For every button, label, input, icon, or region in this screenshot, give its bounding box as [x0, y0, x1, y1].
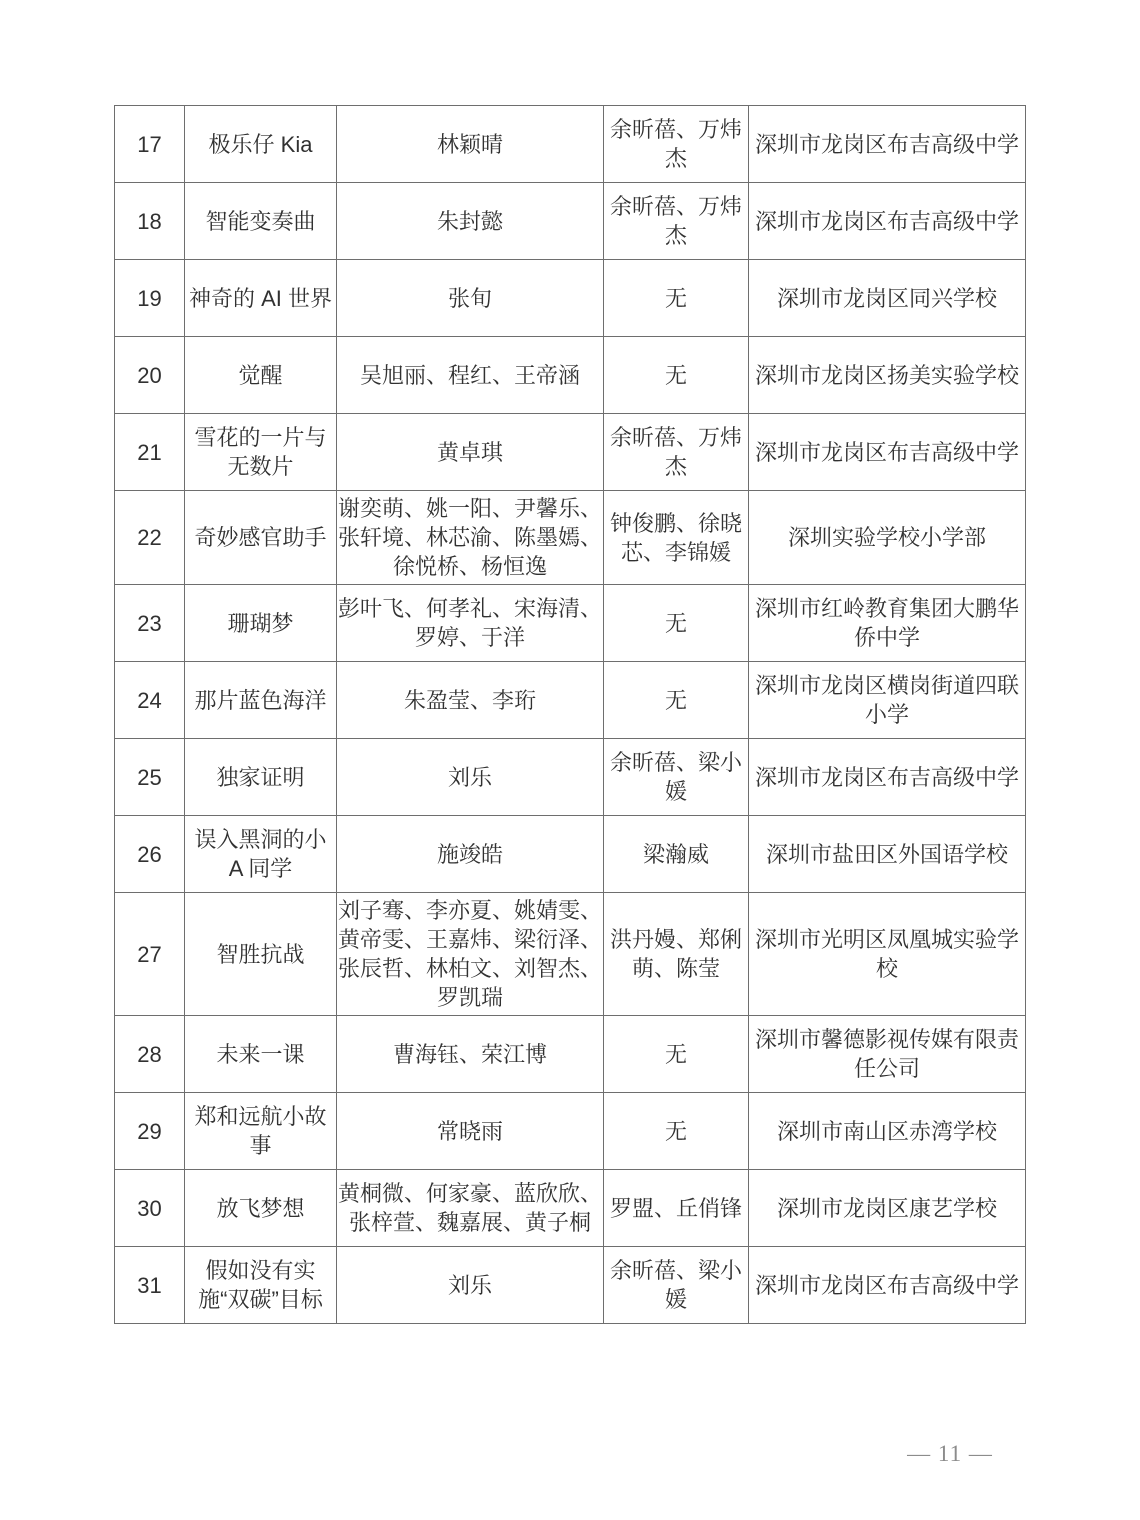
table-row — [115, 414, 1026, 491]
work-title-cell: 独家证明 — [185, 739, 337, 816]
school-cell: 深圳市红岭教育集团大鹏华侨中学 — [749, 585, 1026, 662]
instructors-cell: 钟俊鹏、徐晓芯、李锦媛 — [604, 491, 749, 585]
work-title-cell: 假如没有实施“双碳”目标 — [185, 1247, 337, 1324]
work-title-cell: 那片蓝色海洋 — [185, 662, 337, 739]
table-row — [115, 662, 1026, 739]
row-number-cell: 17 — [115, 106, 185, 183]
page-number: — 11 — — [907, 1441, 993, 1466]
table-body — [115, 106, 1026, 1324]
row-number-cell: 31 — [115, 1247, 185, 1324]
school-cell: 深圳市龙岗区布吉高级中学 — [749, 1247, 1026, 1324]
table-row — [115, 337, 1026, 414]
table-row — [115, 183, 1026, 260]
work-title-cell: 觉醒 — [185, 337, 337, 414]
school-cell: 深圳市龙岗区康艺学校 — [749, 1170, 1026, 1247]
work-title-cell: 奇妙感官助手 — [185, 491, 337, 585]
work-title-cell: 极乐仔 Kia — [185, 106, 337, 183]
row-number-cell: 18 — [115, 183, 185, 260]
work-title-cell: 放飞梦想 — [185, 1170, 337, 1247]
award-list-table — [114, 105, 1026, 1324]
school-cell: 深圳市馨德影视传媒有限责任公司 — [749, 1016, 1026, 1093]
authors-cell: 施竣皓 — [337, 816, 604, 893]
instructors-cell: 无 — [604, 1093, 749, 1170]
instructors-cell: 无 — [604, 585, 749, 662]
instructors-cell: 无 — [604, 662, 749, 739]
row-number-cell: 28 — [115, 1016, 185, 1093]
instructors-cell: 余昕蓓、万炜杰 — [604, 106, 749, 183]
instructors-cell: 余昕蓓、万炜杰 — [604, 183, 749, 260]
row-number-cell: 25 — [115, 739, 185, 816]
instructors-cell: 洪丹嫚、郑俐萌、陈莹 — [604, 893, 749, 1016]
work-title-cell: 智能变奏曲 — [185, 183, 337, 260]
school-cell: 深圳市龙岗区布吉高级中学 — [749, 739, 1026, 816]
work-title-cell: 珊瑚梦 — [185, 585, 337, 662]
authors-cell: 朱封懿 — [337, 183, 604, 260]
authors-cell: 曹海钰、荣江博 — [337, 1016, 604, 1093]
school-cell: 深圳市龙岗区横岗街道四联小学 — [749, 662, 1026, 739]
instructors-cell: 余昕蓓、万炜杰 — [604, 414, 749, 491]
row-number-cell: 22 — [115, 491, 185, 585]
row-number-cell: 21 — [115, 414, 185, 491]
row-number-cell: 20 — [115, 337, 185, 414]
table-row — [115, 1170, 1026, 1247]
instructors-cell: 无 — [604, 1016, 749, 1093]
school-cell: 深圳市龙岗区扬美实验学校 — [749, 337, 1026, 414]
work-title-cell: 误入黑洞的小 A 同学 — [185, 816, 337, 893]
school-cell: 深圳实验学校小学部 — [749, 491, 1026, 585]
table-row — [115, 816, 1026, 893]
authors-cell: 彭叶飞、何孝礼、宋海清、罗婷、于洋 — [337, 585, 604, 662]
row-number-cell: 30 — [115, 1170, 185, 1247]
table-row — [115, 1247, 1026, 1324]
school-cell: 深圳市南山区赤湾学校 — [749, 1093, 1026, 1170]
authors-cell: 刘乐 — [337, 739, 604, 816]
table-row — [115, 260, 1026, 337]
table-row — [115, 1016, 1026, 1093]
work-title-cell: 雪花的一片与无数片 — [185, 414, 337, 491]
row-number-cell: 19 — [115, 260, 185, 337]
school-cell: 深圳市龙岗区同兴学校 — [749, 260, 1026, 337]
school-cell: 深圳市龙岗区布吉高级中学 — [749, 183, 1026, 260]
instructors-cell: 无 — [604, 337, 749, 414]
work-title-cell: 神奇的 AI 世界 — [185, 260, 337, 337]
authors-cell: 谢奕萌、姚一阳、尹馨乐、张轩境、林芯渝、陈墨嫣、徐悦桥、杨恒逸 — [337, 491, 604, 585]
instructors-cell: 余昕蓓、梁小媛 — [604, 739, 749, 816]
table-row — [115, 893, 1026, 1016]
school-cell: 深圳市盐田区外国语学校 — [749, 816, 1026, 893]
table-row — [115, 1093, 1026, 1170]
row-number-cell: 24 — [115, 662, 185, 739]
authors-cell: 黄桐微、何家豪、蓝欣欣、张梓萱、魏嘉展、黄子桐 — [337, 1170, 604, 1247]
instructors-cell: 无 — [604, 260, 749, 337]
work-title-cell: 郑和远航小故事 — [185, 1093, 337, 1170]
work-title-cell: 智胜抗战 — [185, 893, 337, 1016]
table-row — [115, 491, 1026, 585]
instructors-cell: 罗盟、丘俏锋 — [604, 1170, 749, 1247]
school-cell: 深圳市光明区凤凰城实验学校 — [749, 893, 1026, 1016]
row-number-cell: 29 — [115, 1093, 185, 1170]
authors-cell: 林颖晴 — [337, 106, 604, 183]
authors-cell: 刘乐 — [337, 1247, 604, 1324]
row-number-cell: 26 — [115, 816, 185, 893]
authors-cell: 张旬 — [337, 260, 604, 337]
authors-cell: 常晓雨 — [337, 1093, 604, 1170]
school-cell: 深圳市龙岗区布吉高级中学 — [749, 414, 1026, 491]
row-number-cell: 23 — [115, 585, 185, 662]
table-row — [115, 585, 1026, 662]
school-cell: 深圳市龙岗区布吉高级中学 — [749, 106, 1026, 183]
work-title-cell: 未来一课 — [185, 1016, 337, 1093]
table-row — [115, 739, 1026, 816]
authors-cell: 刘子骞、李亦夏、姚婧雯、黄帝雯、王嘉炜、梁衍泽、张辰哲、林柏文、刘智杰、罗凯瑞 — [337, 893, 604, 1016]
authors-cell: 朱盈莹、李珩 — [337, 662, 604, 739]
table-row — [115, 106, 1026, 183]
instructors-cell: 梁瀚威 — [604, 816, 749, 893]
authors-cell: 黄卓琪 — [337, 414, 604, 491]
authors-cell: 吴旭丽、程红、王帝涵 — [337, 337, 604, 414]
row-number-cell: 27 — [115, 893, 185, 1016]
instructors-cell: 余昕蓓、梁小媛 — [604, 1247, 749, 1324]
